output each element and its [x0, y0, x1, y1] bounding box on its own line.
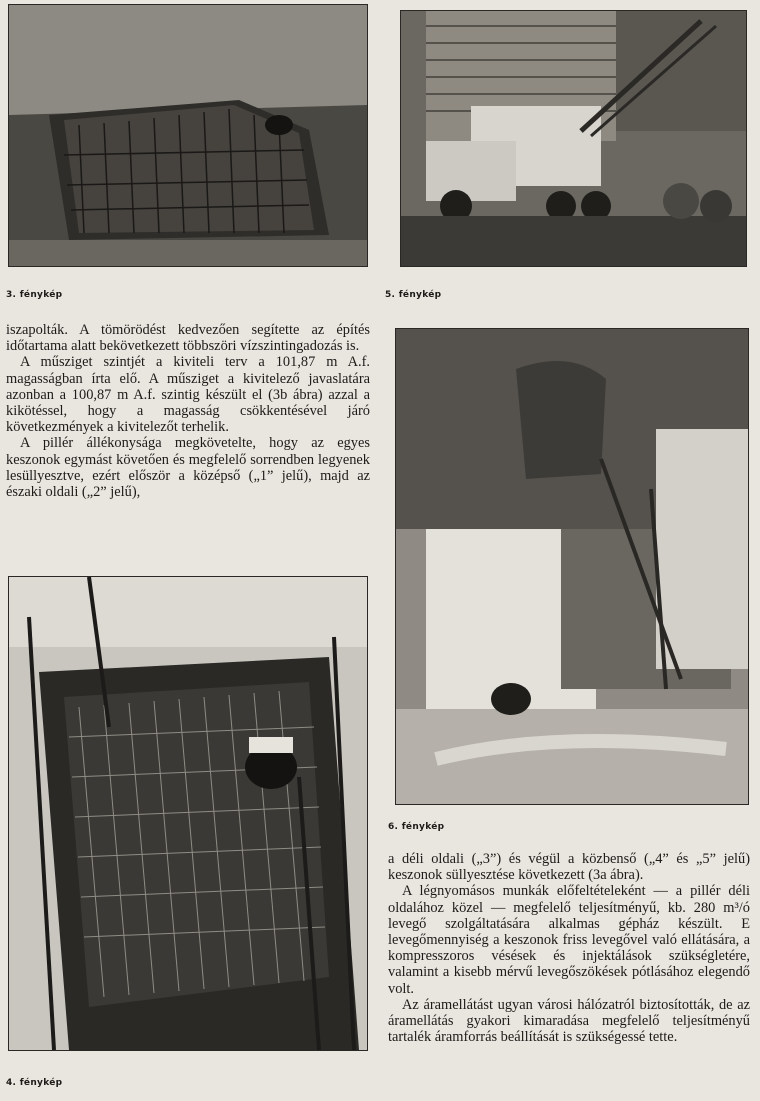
caption-photo-6: 6. fénykép — [388, 822, 445, 832]
paragraph: A pillér állékonysága megkövetelte, hogy az egyes keszonok egymást követően és megfelelő sorrendben legyenek lesüllyesztve, ezért először a középső („1” jelű), majd az északi oldali („2” jelű), — [6, 435, 370, 501]
photo-6 — [395, 328, 749, 805]
left-text-column — [6, 322, 370, 500]
caption-photo-4: 4. fénykép — [6, 1078, 63, 1088]
paragraph: iszapolták. A tömörödést kedvezően segítette az építés időtartama alatt bekövetkezett többszöri vízszintingadozás is. — [6, 322, 370, 355]
paragraph: A légnyomásos munkák előfeltételeként — a pillér déli oldalához közel — megfelelő teljesítményű, kb. 280 m³/ó levegő szolgáltatására alkalmas gépház készült. E levegőmennyiség a keszonok friss levegővel való ellátására, a kompresszoros vésések és injektálások szükségletére, valamint a kisebb mérvű levegőszökések pótlásához elegendő volt. — [388, 883, 750, 997]
photo-5 — [400, 10, 747, 267]
paragraph: A műsziget szintjét a kiviteli terv a 101,87 m A.f. magasságban írta elő. A műsziget a kivitelező javaslatára azonban a 100,87 m A.f. szintig készült el (3b ábra) azzal a kikötéssel, hogy a magasság csökkentésével járó következmények a kivitelezőt terhelik. — [6, 354, 370, 436]
photo-3 — [8, 4, 368, 267]
caption-photo-3: 3. fénykép — [6, 290, 63, 300]
paragraph: a déli oldali („3”) és végül a közbenső („4” és „5” jelű) keszonok süllyesztése következett (3a ábra). — [388, 851, 750, 884]
photo-4 — [8, 576, 368, 1051]
paragraph: Az áramellátást ugyan városi hálózatról biztosították, de az áramellátás gyakori kimaradása megfelelő teljesítményű tartalék áramforrás beállítását is szükségessé tette. — [388, 996, 750, 1046]
right-text-column — [388, 851, 750, 1045]
caption-photo-5: 5. fénykép — [385, 290, 442, 300]
